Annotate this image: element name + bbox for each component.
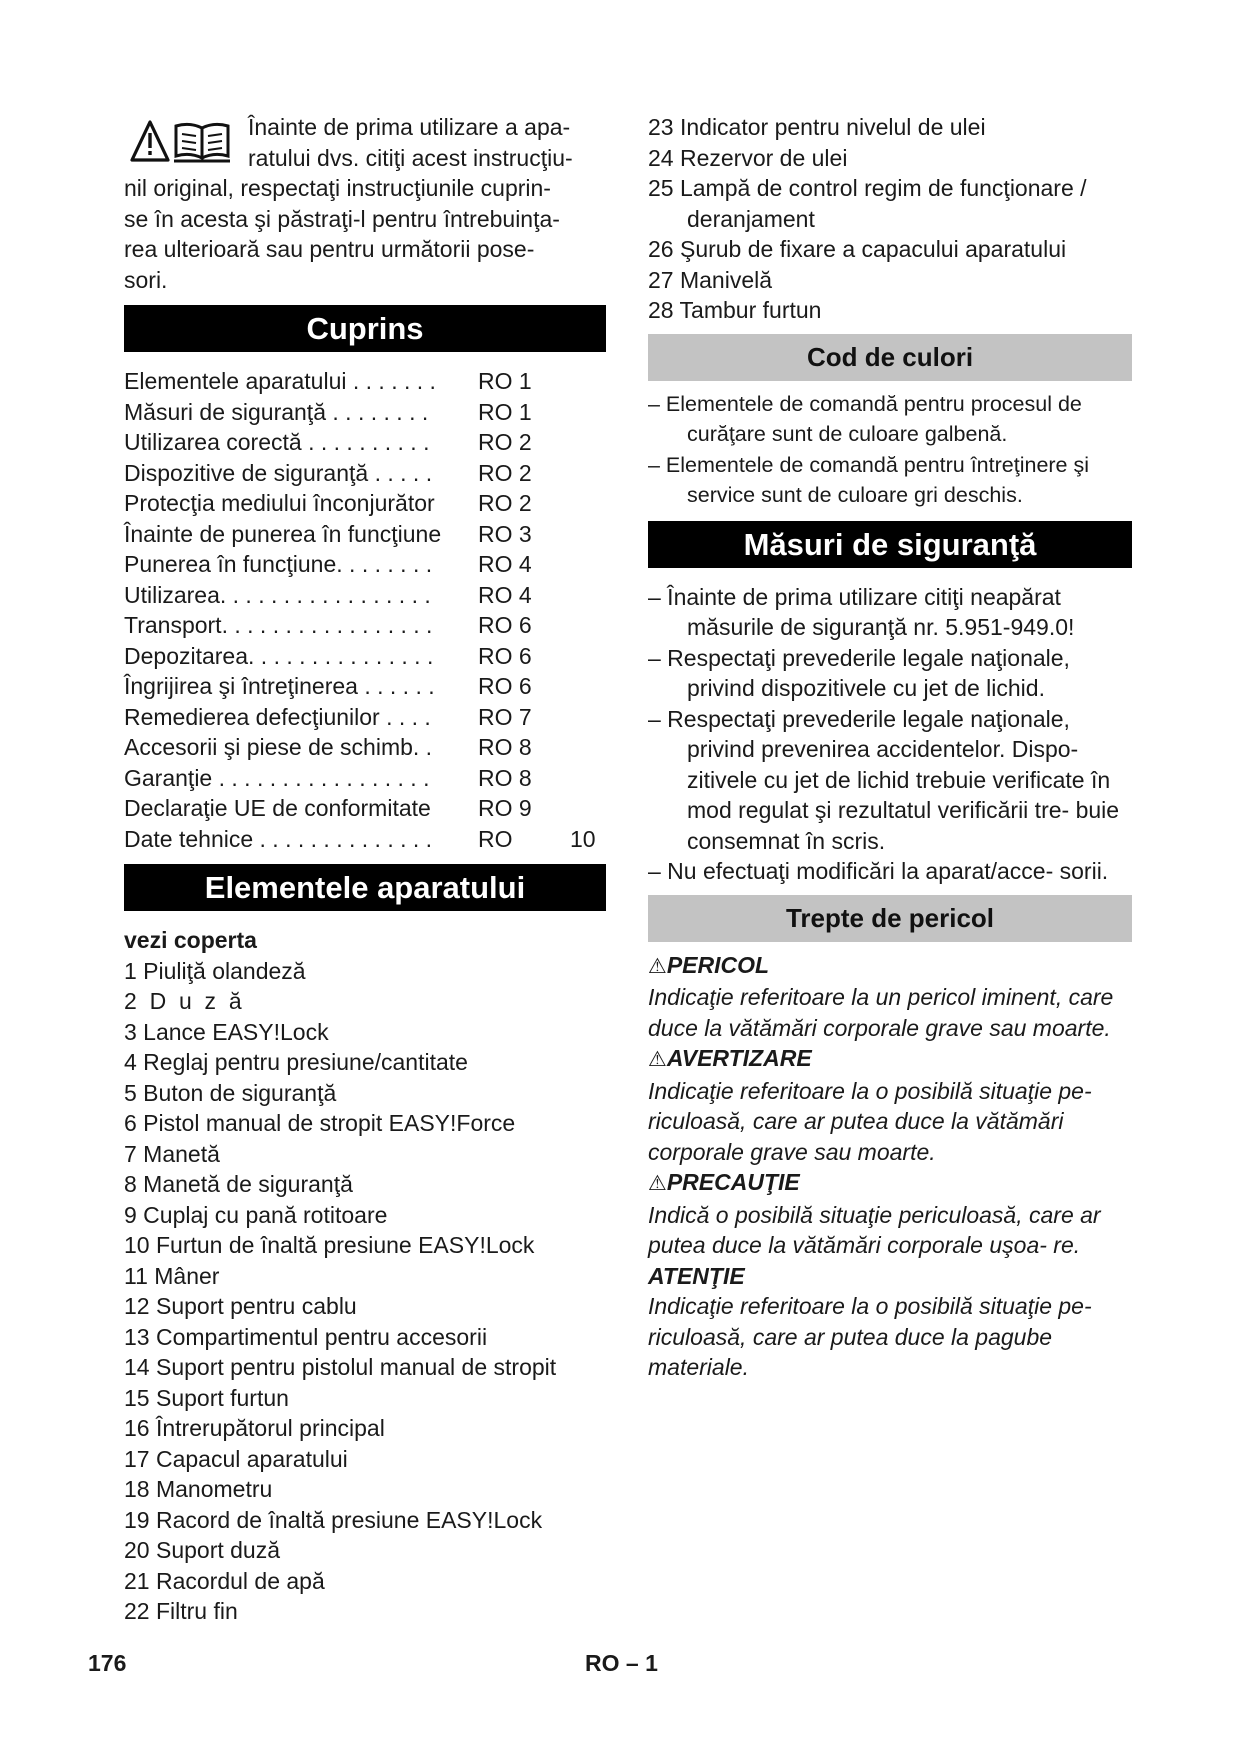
toc-entry-page: RO 8: [478, 734, 532, 760]
toc-entry[interactable]: [124, 549, 606, 580]
page-number: 176: [88, 1650, 127, 1676]
toc-entry-title: Utilizarea corectă . . . . . . . . . .: [124, 429, 430, 455]
toc-entry[interactable]: [124, 366, 606, 397]
elements-heading: Elementele aparatului: [124, 864, 606, 911]
hazard-label: PERICOL: [666, 951, 770, 978]
list-item: – Elementele de comandă pentru întreţinere şi service sunt de culoare gri deschis.: [648, 452, 1090, 507]
hazard-levels-heading: Trepte de pericol: [648, 895, 1132, 942]
list-item: – Elementele de comandă pentru procesul de curăţare sunt de culoare galbenă.: [648, 391, 1082, 446]
list-item: 4 Reglaj pentru presiune/cantitate: [124, 1049, 468, 1075]
toc-entry[interactable]: [124, 610, 606, 641]
toc-entry-title: Punerea în funcţiune. . . . . . . .: [124, 551, 433, 577]
toc-entry-page: RO 1: [478, 398, 532, 425]
intro-line: sori.: [124, 266, 168, 293]
elements-list-continued: [648, 112, 1132, 326]
list-item: 19 Racord de înaltă presiune EASY!Lock: [124, 1506, 543, 1533]
hazard-label: ATENŢIE: [648, 1262, 745, 1289]
toc-entry-title: Accesorii şi piese de schimb. .: [124, 734, 433, 760]
list-item: 23 Indicator pentru nivelul de ulei: [648, 114, 986, 140]
list-item: 1 Piuliţă olandeză: [124, 957, 306, 984]
intro-line: Înainte de prima utilizare a apa-: [248, 114, 571, 140]
toc-entry-page: RO 8: [478, 764, 532, 791]
toc-entry-page-number: 10: [570, 825, 596, 852]
warning-triangle-icon: ⚠: [648, 954, 667, 978]
list-item: 13 Compartimentul pentru accesorii: [124, 1323, 488, 1350]
elements-subtitle: vezi coperta: [124, 927, 257, 953]
toc-entry-page: RO 6: [478, 673, 532, 699]
toc-entry-title: Măsuri de siguranţă . . . . . . . .: [124, 398, 429, 425]
hazard-danger-title: [648, 950, 1132, 983]
list-item: – Respectaţi prevederile legale naţionale, privind prevenirea accidentelor. Dispo- zitivele cu jet de lichid trebuie verificate în mod regulat şi rezultatul verificării tre- buie consemnat în scris.: [648, 705, 1120, 854]
toc-entry-title: Depozitarea. . . . . . . . . . . . . . .: [124, 642, 434, 669]
toc-entry[interactable]: [124, 458, 606, 489]
toc-entry-page: RO 9: [478, 795, 532, 821]
list-item: 6 Pistol manual de stropit EASY!Force: [124, 1110, 516, 1136]
list-item: – Respectaţi prevederile legale naţionale, privind dispozitivele cu jet de lichid.: [648, 644, 1070, 701]
toc-entry[interactable]: [124, 671, 606, 702]
hazard-description: Indicaţie referitoare la o posibilă situaţie pe- riculoasă, care ar putea duce la pagube materiale.: [648, 1293, 1092, 1380]
warning-triangle-icon: ⚠: [648, 1048, 667, 1071]
hazard-levels: [648, 950, 1132, 1383]
toc-entry-title: Transport. . . . . . . . . . . . . . . . .: [124, 612, 433, 638]
section-page-number: RO – 1: [585, 1650, 658, 1676]
color-code-heading: Cod de culori: [648, 334, 1132, 381]
list-item: 11 Mâner: [124, 1262, 220, 1289]
list-item: 3 Lance EASY!Lock: [124, 1018, 329, 1045]
intro-line: ratului dvs. citiţi acest instrucţiu-: [248, 144, 573, 171]
list-item: 27 Manivelă: [648, 266, 773, 293]
toc-entry-page: RO 6: [478, 612, 532, 638]
toc-entry-title: Declaraţie UE de conformitate: [124, 795, 431, 821]
hazard-label: AVERTIZARE: [666, 1045, 812, 1071]
toc-entry[interactable]: [124, 580, 606, 611]
hazard-caution-title: [648, 1167, 1132, 1200]
safety-list: [648, 582, 1132, 887]
hazard-description: Indică o posibilă situaţie periculoasă, care ar putea duce la vătămări corporale uşoa- re.: [648, 1201, 1101, 1258]
list-item: 24 Rezervor de ulei: [648, 144, 848, 171]
hazard-warning-title: [648, 1043, 1132, 1076]
list-item: 12 Suport pentru cablu: [124, 1293, 357, 1319]
color-code-list: [648, 389, 1132, 511]
table-of-contents: [124, 366, 606, 854]
list-item: 26 Şurub de fixare a capacului aparatului: [648, 236, 1067, 262]
list-item: 22 Filtru fin: [124, 1598, 238, 1624]
toc-entry-title: Protecţia mediului înconjurător: [124, 490, 435, 516]
toc-entry[interactable]: [124, 702, 606, 733]
toc-entry[interactable]: [124, 793, 606, 824]
intro-line: nil original, respectaţi instrucţiunile cuprin-: [124, 175, 551, 201]
toc-entry-page: RO: [478, 825, 513, 852]
toc-entry[interactable]: [124, 732, 606, 763]
hazard-attention-title: [648, 1261, 1132, 1292]
toc-entry-title: Înainte de punerea în funcţiune: [124, 520, 442, 547]
hazard-label: PRECAUŢIE: [666, 1169, 800, 1195]
toc-entry-page: RO 1: [478, 368, 532, 394]
intro-line: rea ulterioară sau pentru următorii pose-: [124, 236, 535, 262]
toc-entry-title: Elementele aparatului . . . . . . .: [124, 368, 436, 394]
toc-entry-page: RO 4: [478, 551, 532, 577]
safety-heading: Măsuri de siguranţă: [648, 521, 1132, 568]
elements-list: [124, 925, 606, 1627]
toc-entry[interactable]: [124, 641, 606, 672]
toc-entry[interactable]: [124, 427, 606, 458]
list-item: 2 D u z ă: [124, 988, 242, 1014]
list-item: 8 Manetă de siguranţă: [124, 1171, 353, 1197]
toc-entry-page: RO 2: [478, 429, 532, 455]
list-item: 5 Buton de siguranţă: [124, 1079, 337, 1106]
list-item: 14 Suport pentru pistolul manual de stropit: [124, 1354, 557, 1380]
toc-entry-title: Garanţie . . . . . . . . . . . . . . . . .: [124, 764, 430, 791]
toc-entry-page: RO 4: [478, 581, 532, 608]
hazard-description: Indicaţie referitoare la o posibilă situaţie pe- riculoasă, care ar putea duce la vătămări corporale grave sau moarte.: [648, 1077, 1092, 1165]
toc-entry-title: Date tehnice . . . . . . . . . . . . . .: [124, 825, 433, 852]
intro-line: se în acesta şi păstraţi-l pentru întrebuinţa-: [124, 205, 560, 232]
list-item: – Nu efectuaţi modificări la aparat/acce- sorii.: [648, 858, 1109, 884]
toc-heading: Cuprins: [124, 305, 606, 352]
toc-entry[interactable]: [124, 763, 606, 794]
list-item: 18 Manometru: [124, 1476, 273, 1502]
list-item: 9 Cuplaj cu pană rotitoare: [124, 1201, 388, 1228]
list-item: 25 Lampă de control regim de funcţionare / deranjament: [648, 175, 1087, 232]
list-item: 15 Suport furtun: [124, 1384, 289, 1411]
toc-entry-page: RO 3: [478, 520, 532, 547]
toc-entry-page: RO 2: [478, 490, 532, 516]
hazard-description: Indicaţie referitoare la un pericol iminent, care duce la vătămări corporale grave sau moarte.: [648, 984, 1114, 1041]
list-item: 28 Tambur furtun: [648, 297, 822, 323]
warning-triangle-icon: ⚠: [648, 1172, 667, 1195]
toc-entry-title: Utilizarea. . . . . . . . . . . . . . . . .: [124, 581, 431, 608]
list-item: 10 Furtun de înaltă presiune EASY!Lock: [124, 1232, 535, 1258]
toc-entry[interactable]: [124, 488, 606, 519]
list-item: 7 Manetă: [124, 1140, 220, 1167]
list-item: 20 Suport duză: [124, 1537, 281, 1563]
list-item: 17 Capacul aparatului: [124, 1445, 348, 1472]
list-item: 16 Întrerupătorul principal: [124, 1415, 385, 1441]
toc-entry[interactable]: [124, 824, 606, 855]
toc-entry-title: Îngrijirea şi întreţinerea . . . . . .: [124, 673, 435, 699]
toc-entry[interactable]: [124, 397, 606, 428]
toc-entry[interactable]: [124, 519, 606, 550]
intro-paragraph: [124, 112, 606, 295]
toc-entry-title: Remedierea defecţiunilor . . . .: [124, 703, 431, 730]
toc-entry-page: RO 7: [478, 703, 532, 730]
right-column: [648, 112, 1132, 1383]
left-column: [124, 112, 606, 1627]
toc-entry-page: RO 6: [478, 642, 532, 669]
toc-entry-title: Dispozitive de siguranţă . . . . .: [124, 459, 433, 486]
list-item: 21 Racordul de apă: [124, 1567, 325, 1594]
toc-entry-page: RO 2: [478, 459, 532, 486]
warning-manual-icon: [128, 118, 242, 164]
list-item: – Înainte de prima utilizare citiţi neapărat măsurile de siguranţă nr. 5.951-949.0!: [648, 583, 1075, 640]
